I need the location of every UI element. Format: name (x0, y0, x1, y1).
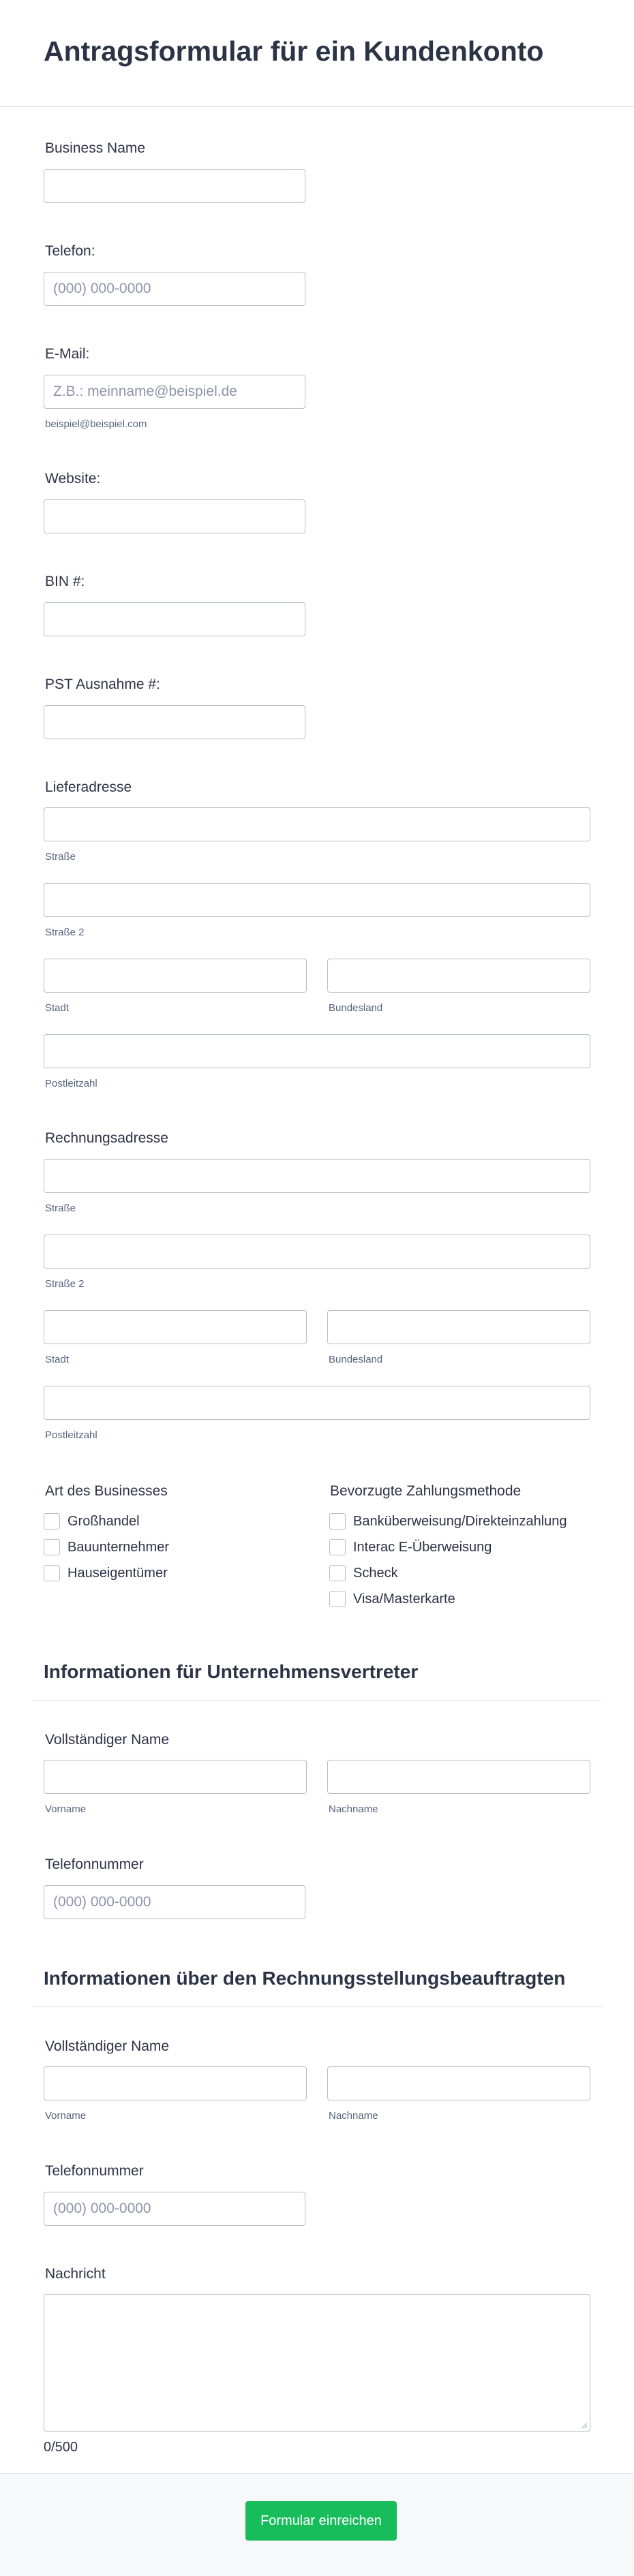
business-type-option[interactable] (44, 1512, 140, 1531)
resize-grip-icon[interactable] (581, 2422, 588, 2429)
telefon-input[interactable] (44, 272, 305, 306)
billing-rep-first-name-input[interactable] (44, 2066, 307, 2100)
submit-button[interactable]: Formular einreichen (245, 2501, 397, 2541)
pst-input[interactable] (44, 705, 305, 739)
lieferadresse-street2-input[interactable] (44, 883, 590, 917)
checkbox[interactable] (44, 1539, 60, 1555)
bin-input[interactable] (44, 602, 305, 636)
lieferadresse-label: Lieferadresse (45, 779, 132, 795)
company-rep-last-name-input[interactable] (327, 1760, 590, 1794)
rechnungsadresse-street-input[interactable] (44, 1159, 590, 1193)
rechnungsadresse-zip-sublabel: Postleitzahl (45, 1429, 97, 1441)
payment-method-label: Bevorzugte Zahlungsmethode (330, 1483, 522, 1499)
form-title: Antragsformular für ein Kundenkonto (44, 35, 544, 67)
message-textarea[interactable] (44, 2294, 590, 2432)
rechnungsadresse-city-input[interactable] (44, 1310, 307, 1344)
checkbox[interactable] (329, 1539, 346, 1555)
email-hint: beispiel@beispiel.com (45, 418, 147, 430)
business-type-option[interactable] (44, 1538, 169, 1557)
company-rep-phone-input[interactable] (44, 1885, 305, 1919)
lieferadresse-zip-sublabel: Postleitzahl (45, 1078, 97, 1089)
rechnungsadresse-label: Rechnungsadresse (45, 1130, 168, 1146)
lieferadresse-state-sublabel: Bundesland (329, 1002, 383, 1014)
business-type-option-label: Hauseigentümer (67, 1565, 168, 1581)
company-rep-last-sublabel: Nachname (329, 1803, 378, 1815)
lieferadresse-state-input[interactable] (327, 959, 590, 993)
lieferadresse-street2-sublabel: Straße 2 (45, 927, 85, 938)
form-header (0, 0, 634, 107)
company-rep-phone-label: Telefonnummer (45, 1857, 144, 1872)
lieferadresse-zip-input[interactable] (44, 1034, 590, 1068)
bin-label: BIN #: (45, 574, 85, 589)
billing-rep-phone-input[interactable] (44, 2192, 305, 2226)
business-type-label: Art des Businesses (45, 1483, 168, 1499)
lieferadresse-street-input[interactable] (44, 807, 590, 841)
email-input[interactable] (44, 375, 305, 409)
billing-rep-last-name-input[interactable] (327, 2066, 590, 2100)
company-rep-first-sublabel: Vorname (45, 1803, 87, 1815)
email-label: E-Mail: (45, 346, 90, 362)
business-type-option-label: Bauunternehmer (67, 1539, 169, 1555)
lieferadresse-city-sublabel: Stadt (45, 1002, 70, 1014)
business-type-option[interactable] (44, 1564, 168, 1583)
checkbox[interactable] (329, 1565, 346, 1581)
company-rep-name-label: Vollständiger Name (45, 1732, 170, 1748)
company-rep-first-name-input[interactable] (44, 1760, 307, 1794)
rechnungsadresse-city-sublabel: Stadt (45, 1354, 70, 1365)
billing-rep-first-sublabel: Vorname (45, 2110, 87, 2122)
payment-method-option[interactable] (329, 1589, 455, 1609)
message-label: Nachricht (45, 2266, 106, 2282)
payment-method-option-label: Visa/Masterkarte (353, 1591, 455, 1607)
website-input[interactable] (44, 499, 305, 533)
rechnungsadresse-state-input[interactable] (327, 1310, 590, 1344)
payment-method-option[interactable] (329, 1538, 492, 1557)
lieferadresse-street-sublabel: Straße (45, 851, 76, 863)
rechnungsadresse-zip-input[interactable] (44, 1386, 590, 1420)
checkbox[interactable] (329, 1513, 346, 1530)
payment-method-option-label: Interac E-Überweisung (353, 1539, 492, 1555)
rechnungsadresse-street2-input[interactable] (44, 1235, 590, 1269)
pst-label: PST Ausnahme #: (45, 677, 160, 692)
telefon-label: Telefon: (45, 243, 95, 259)
company-rep-heading: Informationen für Unternehmensvertreter (44, 1661, 419, 1682)
website-label: Website: (45, 471, 101, 486)
payment-method-option-label: Scheck (353, 1565, 398, 1581)
section-divider (31, 2006, 603, 2007)
payment-method-option[interactable] (329, 1564, 398, 1583)
payment-method-option-label: Banküberweisung/Direkteinzahlung (353, 1513, 567, 1529)
business-name-label: Business Name (45, 140, 146, 156)
form-footer (0, 2473, 634, 2576)
payment-method-option[interactable] (329, 1512, 567, 1531)
message-char-counter: 0/500 (44, 2440, 78, 2455)
checkbox[interactable] (44, 1565, 60, 1581)
rechnungsadresse-street2-sublabel: Straße 2 (45, 1278, 85, 1290)
billing-rep-phone-label: Telefonnummer (45, 2163, 144, 2179)
business-type-option-label: Großhandel (67, 1513, 140, 1529)
rechnungsadresse-state-sublabel: Bundesland (329, 1354, 383, 1365)
lieferadresse-city-input[interactable] (44, 959, 307, 993)
rechnungsadresse-street-sublabel: Straße (45, 1202, 76, 1214)
checkbox[interactable] (44, 1513, 60, 1530)
billing-rep-name-label: Vollständiger Name (45, 2038, 170, 2054)
section-divider (31, 1700, 603, 1701)
billing-rep-last-sublabel: Nachname (329, 2110, 378, 2122)
business-name-input[interactable] (44, 169, 305, 203)
checkbox[interactable] (329, 1591, 346, 1607)
billing-rep-heading: Informationen über den Rechnungsstellungsbeauftragten (44, 1968, 566, 1989)
